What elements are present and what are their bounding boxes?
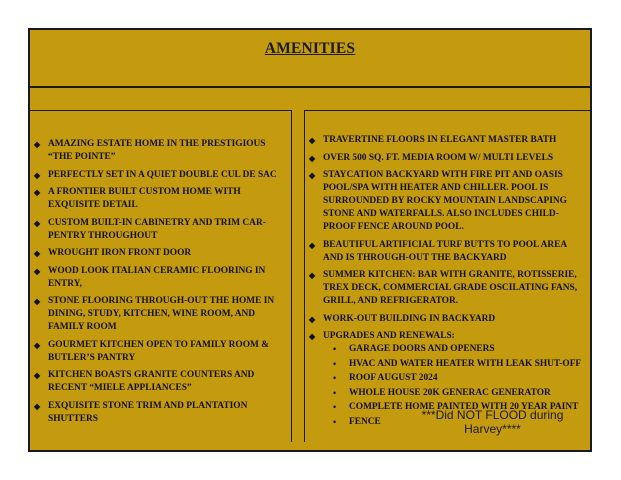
diamond-bullet-icon: ◆ <box>34 249 41 258</box>
list-item <box>34 169 287 182</box>
list-item <box>34 217 287 243</box>
diamond-bullet-icon: ◆ <box>34 218 41 228</box>
list-item-text: BEAUTIFUL ARTIFICIAL TURF BUTTS TO POOL AREA AND IS THROUGH-OUT THE BACKYARD <box>323 239 567 263</box>
dot-bullet-icon: • <box>333 416 337 427</box>
list-item-text: A FRONTIER BUILT CUSTOM HOME WITH EXQUISITE DETAIL <box>48 187 241 210</box>
right-column <box>304 110 590 442</box>
left-column <box>30 110 292 442</box>
list-item-text: WHOLE HOUSE 20K GENERAC GENERATOR <box>349 387 551 398</box>
flood-note: ***Did NOT FLOOD during Harvey**** <box>421 408 564 436</box>
list-item <box>309 169 586 234</box>
diamond-bullet-icon: ◆ <box>309 153 316 163</box>
list-item-text: GOURMET KITCHEN OPEN TO FAMILY ROOM & BUTLER’S PANTRY <box>48 339 270 363</box>
list-item <box>309 239 586 265</box>
list-item <box>323 343 586 356</box>
list-item <box>34 265 287 291</box>
diamond-bullet-icon: ◆ <box>34 170 41 180</box>
dot-bullet-icon: • <box>333 402 337 412</box>
list-item-text: PERFECTLY SET IN A QUIET DOUBLE CUL DE SAC <box>48 169 277 180</box>
diamond-bullet-icon: ◆ <box>34 401 41 411</box>
diamond-bullet-icon: ◆ <box>34 266 41 276</box>
list-item <box>309 269 586 308</box>
list-item <box>309 152 586 165</box>
left-amenities-list <box>34 138 287 430</box>
list-item-text: WORK-OUT BUILDING IN BACKYARD <box>323 313 496 324</box>
dot-bullet-icon: • <box>333 373 337 383</box>
diamond-bullet-icon: ◆ <box>34 371 41 380</box>
list-item <box>323 372 586 385</box>
list-item-text: TRAVERTINE FLOORS IN ELEGANT MASTER BATH <box>323 135 557 145</box>
diamond-bullet-icon: ◆ <box>309 136 316 145</box>
diamond-bullet-icon: ◆ <box>309 332 316 341</box>
list-item <box>34 369 287 395</box>
diamond-bullet-icon: ◆ <box>34 340 41 350</box>
list-item-text: WOOD LOOK ITALIAN CERAMIC FLOORING IN ENTRY, <box>48 265 266 289</box>
list-item-text: GARAGE DOORS AND OPENERS <box>349 344 495 354</box>
list-item-text: OVER 500 SQ. FT. MEDIA ROOM W/ MULTI LEVELS <box>323 152 554 163</box>
right-amenities-list <box>309 134 586 433</box>
diamond-bullet-icon: ◆ <box>34 140 41 149</box>
diamond-bullet-icon: ◆ <box>309 271 316 280</box>
list-item-text: KITCHEN BOASTS GRANITE COUNTERS AND RECENT “MIELE APPLIANCES” <box>48 370 255 393</box>
list-item-text: COMPLETE HOME PAINTED WITH 20 YEAR PAINT <box>349 402 579 412</box>
list-item <box>34 339 287 365</box>
list-item-text: SUMMER KITCHEN: BAR WITH GRANITE, ROTISSERIE, TREX DECK, COMMERCIAL GRADE OSCILATING FANS, GRILL, AND REFRIGERATOR. <box>323 270 578 306</box>
list-item <box>34 295 287 334</box>
dot-bullet-icon: • <box>333 358 337 369</box>
diamond-bullet-icon: ◆ <box>309 171 316 180</box>
title-divider <box>30 86 590 88</box>
upgrades-label: UPGRADES AND RENEWALS: <box>323 331 455 341</box>
list-item-text: ROOF AUGUST 2024 <box>349 373 438 383</box>
amenities-panel <box>28 28 592 452</box>
list-item-text: HVAC AND WATER HEATER WITH LEAK SHUT-OFF <box>349 358 582 369</box>
list-item <box>34 186 287 212</box>
diamond-bullet-icon: ◆ <box>309 240 316 250</box>
list-item-text: STONE FLOORING THROUGH-OUT THE HOME IN DINING, STUDY, KITCHEN, WINE ROOM, AND FAMILY ROOM <box>48 296 275 332</box>
page-title: AMENITIES <box>264 40 356 57</box>
list-item <box>34 138 287 164</box>
list-item-text: STAYCATION BACKYARD WITH FIRE PIT AND OASIS POOL/SPA WITH HEATER AND CHILLER. POOL IS SURROUNDED BY ROCKY MOUNTAIN LANDSCAPING STONE AND WATERFALLS. ALSO INCLUDES CHILD-PROOF FENCE AROUND POOL. <box>323 170 567 232</box>
dot-bullet-icon: • <box>333 344 337 354</box>
dot-bullet-icon: • <box>333 387 337 398</box>
list-item-text: EXQUISITE STONE TRIM AND PLANTATION SHUTTERS <box>48 400 248 424</box>
list-item <box>309 134 586 147</box>
list-item <box>309 313 586 326</box>
list-item-text: CUSTOM BUILT-IN CABINETRY AND TRIM CAR-PENTRY THROUGHOUT <box>48 217 266 241</box>
list-item-text: FENCE <box>349 416 381 427</box>
list-item-text: WROUGHT IRON FRONT DOOR <box>48 248 192 258</box>
diamond-bullet-icon: ◆ <box>34 188 41 197</box>
list-item-text: AMAZING ESTATE HOME IN THE PRESTIGIOUS “THE POINTE” <box>48 139 266 162</box>
list-item <box>34 247 287 260</box>
diamond-bullet-icon: ◆ <box>309 314 316 324</box>
list-item <box>323 387 586 400</box>
list-item <box>323 358 586 371</box>
diamond-bullet-icon: ◆ <box>34 297 41 306</box>
list-item <box>34 400 287 426</box>
